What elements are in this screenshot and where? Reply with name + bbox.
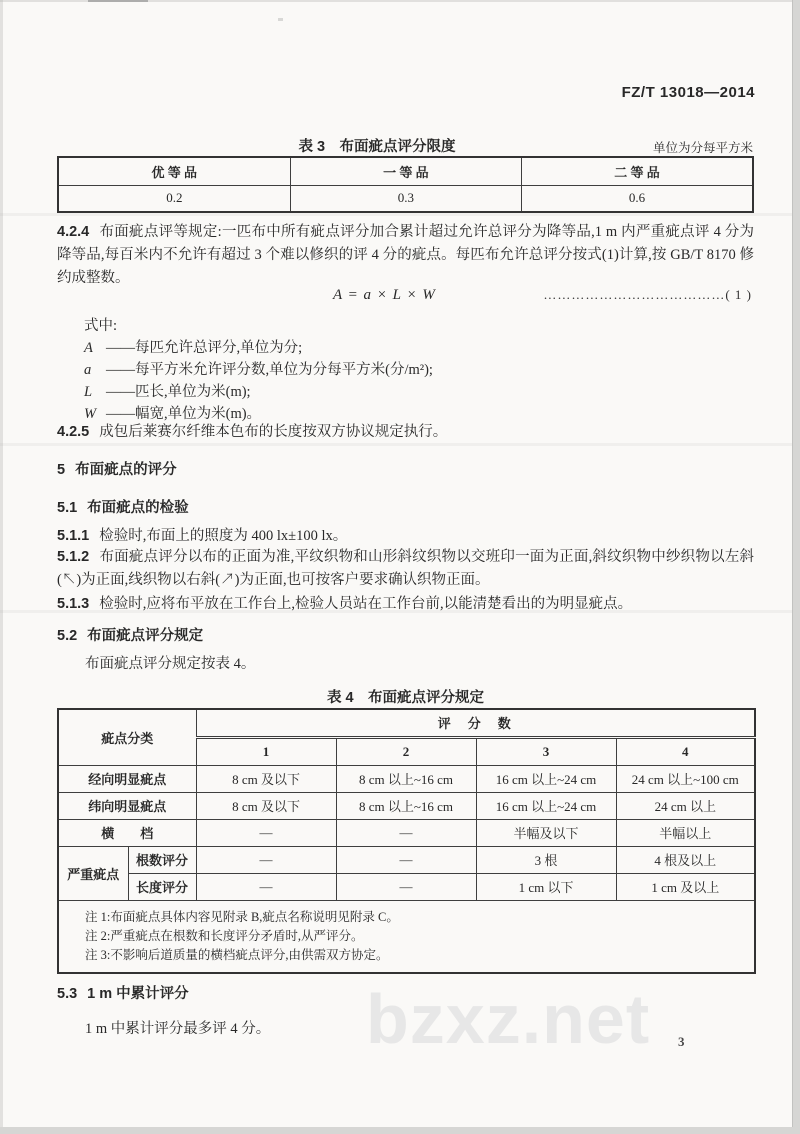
section-4-2-4 <box>57 221 754 290</box>
formula-legend <box>84 315 433 425</box>
table-cell: 1 cm 及以上 <box>616 873 755 900</box>
section-5-1-heading <box>57 496 189 517</box>
scan-speck <box>278 18 283 21</box>
table-cell: 8 cm 以上~16 cm <box>336 765 476 792</box>
table4-score-header: 评 分 数 <box>196 709 755 737</box>
section-5-1-3 <box>57 592 632 613</box>
table-cell: 8 cm 以上~16 cm <box>336 792 476 819</box>
table4-notes <box>58 900 755 973</box>
section-5-heading <box>57 458 177 479</box>
section-title: 布面疵点评分规定 <box>87 628 204 644</box>
section-4-2-5 <box>57 420 447 441</box>
section-5-3-heading <box>57 982 189 1003</box>
legend-symbol: A <box>84 340 93 356</box>
section-title: 布面疵点的检验 <box>87 500 189 516</box>
table3-defect-score-limits <box>57 156 754 213</box>
section-text: 检验时,布面上的照度为 400 lx±100 lx。 <box>99 528 348 544</box>
table4-notes-row <box>58 900 755 973</box>
table4-caption: 表 4 布面疵点评分规定 <box>326 690 485 706</box>
row-sublabel: 根数评分 <box>128 846 196 873</box>
section-5-2-heading <box>57 624 203 645</box>
legend-item <box>84 381 433 403</box>
table-row <box>58 819 755 846</box>
table-cell: 4 根及以上 <box>616 846 755 873</box>
document-code: FZ/T 13018—2014 <box>621 84 755 101</box>
scan-edge-left <box>0 0 3 1134</box>
section-5-3-body: 1 m 中累计评分最多评 4 分。 <box>85 1021 271 1037</box>
table3-value-row <box>58 185 753 212</box>
table3-header-cell: 优 等 品 <box>58 157 290 185</box>
legend-desc: ——幅宽,单位为米(m)。 <box>106 406 262 422</box>
table3-header-cell: 一 等 品 <box>290 157 521 185</box>
section-text: 布面疵点评分以布的正面为准,平纹织物和山形斜纹织物以交班印一面为正面,斜纹织物中纱织物以左斜(↖)为正面,线织物以右斜(↗)为正面,也可按客户要求确认织物正面。 <box>57 549 754 588</box>
table3-value-cell: 0.6 <box>522 185 753 212</box>
table-cell: — <box>196 873 336 900</box>
legend-desc: ——每匹允许总评分,单位为分; <box>106 340 303 356</box>
section-number: 4.2.5 <box>57 424 90 440</box>
legend-desc: ——匹长,单位为米(m); <box>106 384 251 400</box>
legend-item <box>84 359 433 381</box>
table-cell: 半幅以上 <box>616 819 755 846</box>
scan-edge-bottom <box>0 1127 800 1134</box>
note-2: 注 2:严重疵点在根数和长度评分矛盾时,从严评分。 <box>85 928 364 943</box>
legend-desc: ——每平方米允许评分数,单位为分每平方米(分/m²); <box>106 362 433 378</box>
section-title: 1 m 中累计评分 <box>87 986 189 1002</box>
table-cell: — <box>196 819 336 846</box>
table-cell: 3 根 <box>476 846 616 873</box>
table-row <box>58 765 755 792</box>
section-number: 4.2.4 <box>57 224 90 240</box>
formula-leader-dots: …………………………………( 1 ) <box>543 287 752 302</box>
table4-header-row-1 <box>58 709 755 737</box>
table-cell: 16 cm 以上~24 cm <box>476 792 616 819</box>
table4-score-col: 2 <box>336 737 476 765</box>
section-title: 布面疵点的评分 <box>75 462 177 478</box>
section-5-2-body: 布面疵点评分规定按表 4。 <box>85 656 256 672</box>
table3-caption: 表 3 布面疵点评分限度 <box>298 139 456 155</box>
section-number: 5 <box>57 462 66 478</box>
note-1: 注 1:布面疵点具体内容见附录 B,疵点名称说明见附录 C。 <box>85 909 399 924</box>
table-cell: — <box>336 846 476 873</box>
section-text: 检验时,应将布平放在工作台上,检验人员站在工作台前,以能清楚看出的为明显疵点。 <box>99 596 633 612</box>
section-number: 5.1 <box>57 500 78 516</box>
section-5-1-1 <box>57 524 347 545</box>
row-label: 经向明显疵点 <box>58 765 196 792</box>
formula-1 <box>57 287 754 309</box>
table-cell: 24 cm 以上~100 cm <box>616 765 755 792</box>
table3-header-cell: 二 等 品 <box>522 157 753 185</box>
legend-symbol: a <box>84 362 92 378</box>
section-number: 5.1.2 <box>57 549 90 565</box>
section-number: 5.1.1 <box>57 528 90 544</box>
table3-unit-note: 单位为分每平方米 <box>652 141 753 155</box>
legend-item <box>84 337 433 359</box>
table-cell: 8 cm 及以下 <box>196 765 336 792</box>
section-number: 5.2 <box>57 628 78 644</box>
legend-symbol: W <box>84 406 97 422</box>
legend-intro: 式中: <box>84 318 118 334</box>
section-number: 5.1.3 <box>57 596 90 612</box>
table-cell: 8 cm 及以下 <box>196 792 336 819</box>
scan-edge-right <box>792 0 800 1134</box>
scan-speck <box>88 0 148 2</box>
scan-streak <box>0 443 800 446</box>
table-cell: — <box>196 846 336 873</box>
table3-value-cell: 0.3 <box>290 185 521 212</box>
section-text: 布面疵点评等规定:一匹布中所有疵点评分加合累计超过允许总评分为降等品,1 m 内严重疵点评 4 分为降等品,每百米内不允许有超过 3 个难以修织的评 4 分的疵点。每匹布允许总评分按式(1)计算,按 GB/T 8170 修约成整数。 <box>57 224 754 286</box>
table4-class-header: 疵点分类 <box>58 709 196 765</box>
table3-header-row <box>58 157 753 185</box>
watermark-text: bzxz.net <box>366 980 651 1058</box>
table-cell: 24 cm 以上 <box>616 792 755 819</box>
note-3: 注 3:不影响后道质量的横档疵点评分,由供需双方协定。 <box>85 947 389 962</box>
scan-streak <box>0 213 800 216</box>
row-label: 纬向明显疵点 <box>58 792 196 819</box>
section-5-1-2 <box>57 546 754 592</box>
table-cell: 16 cm 以上~24 cm <box>476 765 616 792</box>
page-number: 3 <box>678 1034 685 1049</box>
row-label-severe: 严重疵点 <box>58 846 128 900</box>
row-label: 横 档 <box>58 819 196 846</box>
table-cell: — <box>336 819 476 846</box>
table-row <box>58 792 755 819</box>
table4-defect-scoring-rules <box>57 708 754 974</box>
formula-expression: A = a × L × W <box>333 287 436 303</box>
table-cell: — <box>336 873 476 900</box>
table-cell: 半幅及以下 <box>476 819 616 846</box>
table4-score-col: 4 <box>616 737 755 765</box>
table4-score-col: 1 <box>196 737 336 765</box>
legend-symbol: L <box>84 384 93 400</box>
row-sublabel: 长度评分 <box>128 873 196 900</box>
table-row <box>58 873 755 900</box>
section-text: 成包后莱赛尔纤维本色布的长度按双方协议规定执行。 <box>99 424 448 440</box>
table3-value-cell: 0.2 <box>58 185 290 212</box>
table4-score-col: 3 <box>476 737 616 765</box>
table-cell: 1 cm 以下 <box>476 873 616 900</box>
table-row <box>58 846 755 873</box>
section-number: 5.3 <box>57 986 78 1002</box>
